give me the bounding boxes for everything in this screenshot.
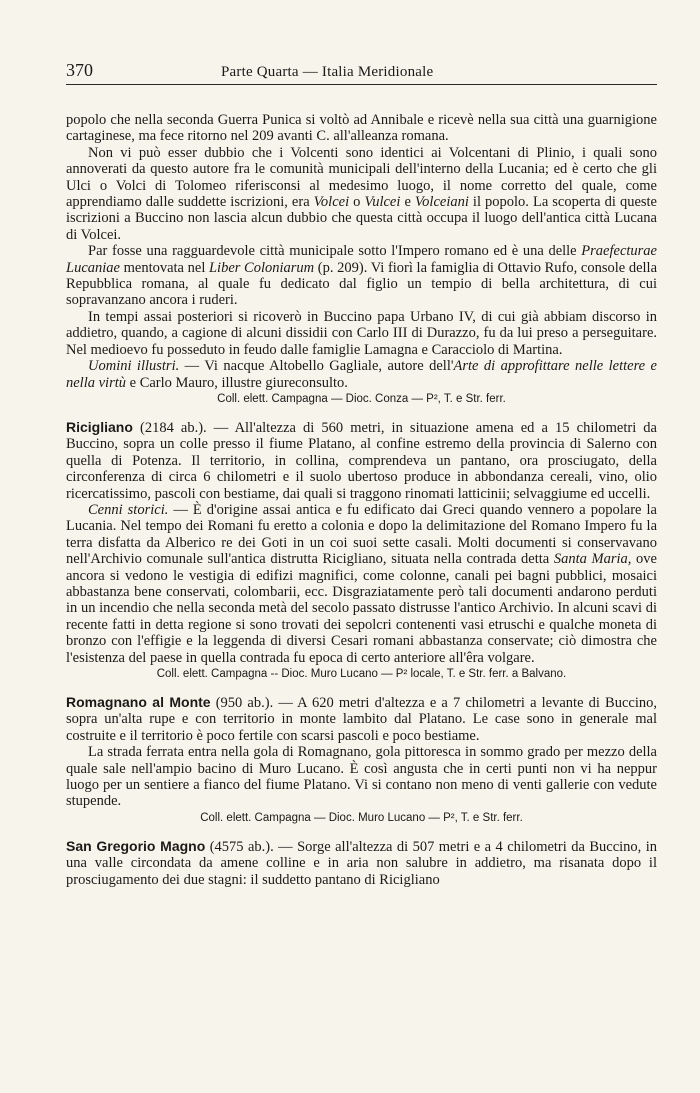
entry-romagnano (66, 694, 657, 826)
paragraph: popolo che nella seconda Guerra Punica si voltò ad Annibale e ricevè nella sua città una guarnigione cartaginese, ma fece ritorno nel 209 avanti C. all'alleanza romana. (66, 112, 657, 145)
entry-title: San Gregorio Magno (66, 837, 206, 854)
paragraph: Romagnano al Monte (950 ab.). — A 620 metri d'altezza e a 7 chilometri a levante di Buccino, sopra un'alta rupe e con territorio in monte lambito dal Platano. Le case sono in generale mal costruite e il territorio è poco fertile con scarsi pascoli e poco bestiame. (66, 694, 658, 744)
page (66, 60, 657, 888)
paragraph: La strada ferrata entra nella gola di Romagnano, gola pittoresca in sommo grado per mezzo della quale sale nell'ampio bacino di Muro Lucano. È così angusta che in certi punti non vi ha neppur luogo per un sentiere a fianco del fiume Platano. Vi si contano non meno di venti gallerie con vedute stupende. (66, 744, 657, 810)
paragraph: In tempi assai posteriori si ricoverò in Buccino papa Urbano IV, di cui già abbiam discorso in addietro, quando, a cagione di alcuni dissidii con Carlo III di Durazzo, fu da lui preso a perseguitare. Nel medioevo fu posseduto in feudo dalle famiglie Lamagna e Caracciolo di Martina. (66, 308, 657, 358)
entry-title: Romagnano al Monte (66, 694, 211, 710)
page-header (66, 60, 657, 85)
paragraph: San Gregorio Magno (4575 ab.). — Sorge all'altezza di 507 metri e a 4 chilometri da Buccino, in una valle circondata da amene colline e in aria non salubre in addietro, ma risanata dopo il prosciugamento dei due stagni: il suddetto pantano di Ricigliano (66, 837, 657, 888)
entry-san-gregorio (66, 838, 657, 888)
paragraph: Non vi può esser dubbio che i Volcenti sono identici ai Volcentani di Plinio, i quali sono annoverati da questo autore fra le comunità municipali dell'interno della Lucania; ed è certo che gli Ulci o Volci di Tolomeo riferisconsi al medesimo luogo, il nome corretto del quale, come apprendiamo dalle suddette iscrizioni, era Volcei o Vulcei e Volceiani il popolo. La scoperta di queste iscrizioni a Buccino non lascia alcun dubbio che questa città occupa il luogo dell'antica città Lucana di Volcei. (66, 144, 657, 243)
paragraph: Cenni storici. — È d'origine assai antica e fu edificato dai Greci quando vennero a popolare la Lucania. Nel tempo dei Romani fu eretto a colonia e dopo la delimitazione del Romano Impero fu la terra disfatta da Alberico re dei Goti in un coi suoi sette casali. Molti documenti si conservavano nell'Archivio comunale sull'antica distrutta Ricigliano, situata nella contrada detta Santa Maria, ove ancora si vedono le vestigia di edifizi magnifici, come colonne, canali pei bagni pubblici, mosaici abbastanza bene conservati, colombarii, ecc. Disgraziatamente però tali documenti andarono perduti in un incendio che nella seconda metà del secolo passato distrusse l'antico Archivio. In alcuni scavi di recente fatti in detta regione si sono trovati dei sepolcri contenenti vasi etruschi e qualche moneta di bronzo con l'effigie e la leggenda di diversi Cesari romani abbastanza conservate; ciò dimostra che l'esistenza del paese in quella contrada fu epoca di certo anteriore all'êra volgare. (66, 501, 657, 666)
collegio-line: Coll. elett. Campagna — Dioc. Muro Lucano — P², T. e Str. ferr. (200, 811, 523, 824)
collegio-line: Coll. elett. Campagna — Dioc. Conza — P², T. e Str. ferr. (217, 392, 506, 405)
page-number: 370 (66, 60, 93, 80)
entry-title: Ricigliano (66, 418, 133, 435)
running-head: Parte Quarta — Italia Meridionale (221, 64, 434, 80)
paragraph: Uomini illustri. — Vi nacque Altobello Gagliale, autore dell'Arte di approfittare nelle lettere e nella virtù e Carlo Mauro, illustre giureconsulto. (66, 358, 657, 391)
entry-ricigliano (66, 419, 657, 682)
paragraph: Par fosse una ragguardevole città municipale sotto l'Impero romano ed è una delle Praefecturae Lucaniae mentovata nel Liber Coloniarum (p. 209). Vi fiorì la famiglia di Ottavio Rufo, console della Repubblica romana, al quale fu dedicato dal figlio un tempio di bella architettura, di cui sopravanzano ancora i ruderi. (66, 243, 658, 309)
buccino-continuation (66, 112, 657, 407)
paragraph: Ricigliano (2184 ab.). — All'altezza di 560 metri, in situazione amena ed a 15 chilometri da Buccino, sopra un colle presso il fiume Platano, al confine estremo della provincia di Salerno con quella di Potenza. Il territorio, in collina, comprendeva un pantano, ora prosciugato, della circonferenza di circa 6 chilometri e il suolo ubertoso produce in abbondanza cereali, vino, olio ricercatissimo, pascoli con bestiame, dai quali si traggono rinomati latticinii; selvaggiume ed uccelli. (66, 418, 657, 502)
collegio-line: Coll. elett. Campagna -- Dioc. Muro Lucano — P² locale, T. e Str. ferr. a Balvano. (156, 668, 567, 680)
